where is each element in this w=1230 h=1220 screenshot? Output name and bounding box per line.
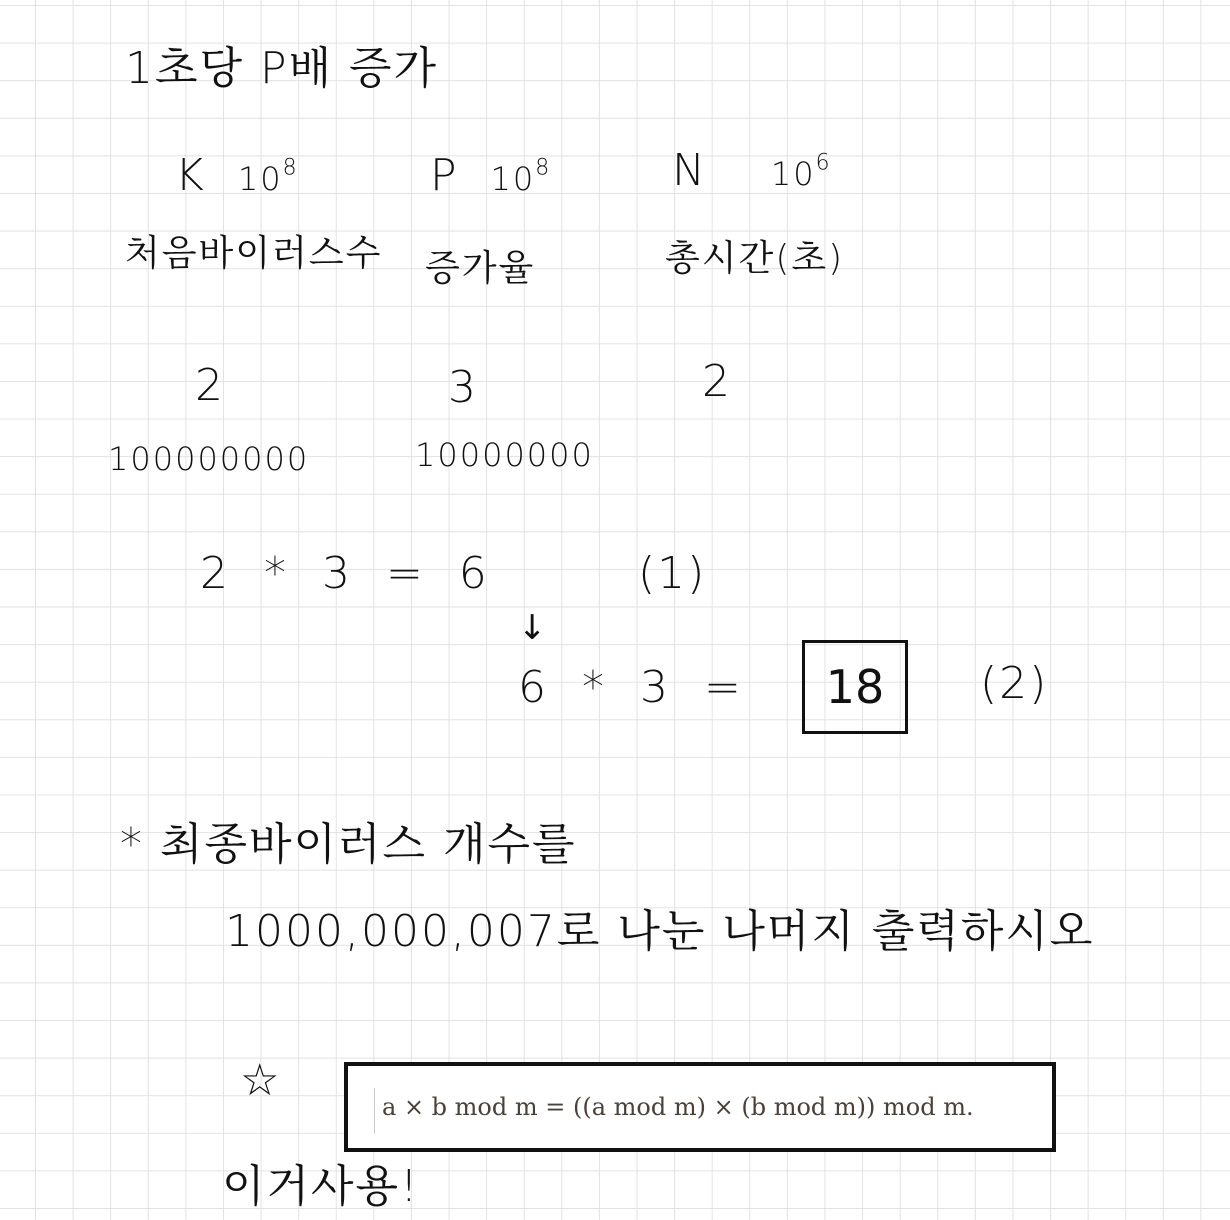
example2-p: 10000000 — [415, 436, 594, 474]
var-n: N $10^6$ — [672, 145, 832, 196]
result-box: 18 — [802, 640, 908, 734]
calc-step2: (2) — [980, 658, 1049, 709]
example-n: 2 — [702, 356, 732, 407]
note-line2: 1000,000,007로 나눈 나머지 출력하시오 — [225, 906, 1095, 957]
desc-k: 처음바이러스수 — [125, 233, 383, 274]
var-p: P $10^8$ — [430, 150, 552, 201]
desc-p: 증가율 — [425, 248, 536, 289]
note-line1: * 최종바이러스 개수를 — [120, 819, 577, 870]
star-icon: ☆ — [240, 1055, 282, 1106]
calc-line2: 6 * 3 = — [518, 662, 743, 713]
calc-step1: (1) — [638, 548, 707, 599]
example2-k: 100000000 — [108, 440, 310, 478]
formula-note: 이거사용! — [222, 1161, 420, 1212]
arrow-down-icon: ↓ — [518, 608, 547, 648]
title: 1초당 P배 증가 — [125, 43, 439, 94]
formula-box: a × b mod m = ((a mod m) × (b mod m)) mod m. — [344, 1062, 1056, 1152]
example-p: 3 — [448, 362, 478, 413]
calc-line1: 2 * 3 = 6 — [200, 548, 489, 599]
var-k: K $10^8$ — [175, 150, 299, 201]
desc-n: 총시간(초) — [665, 238, 845, 279]
example-k: 2 — [195, 360, 225, 411]
